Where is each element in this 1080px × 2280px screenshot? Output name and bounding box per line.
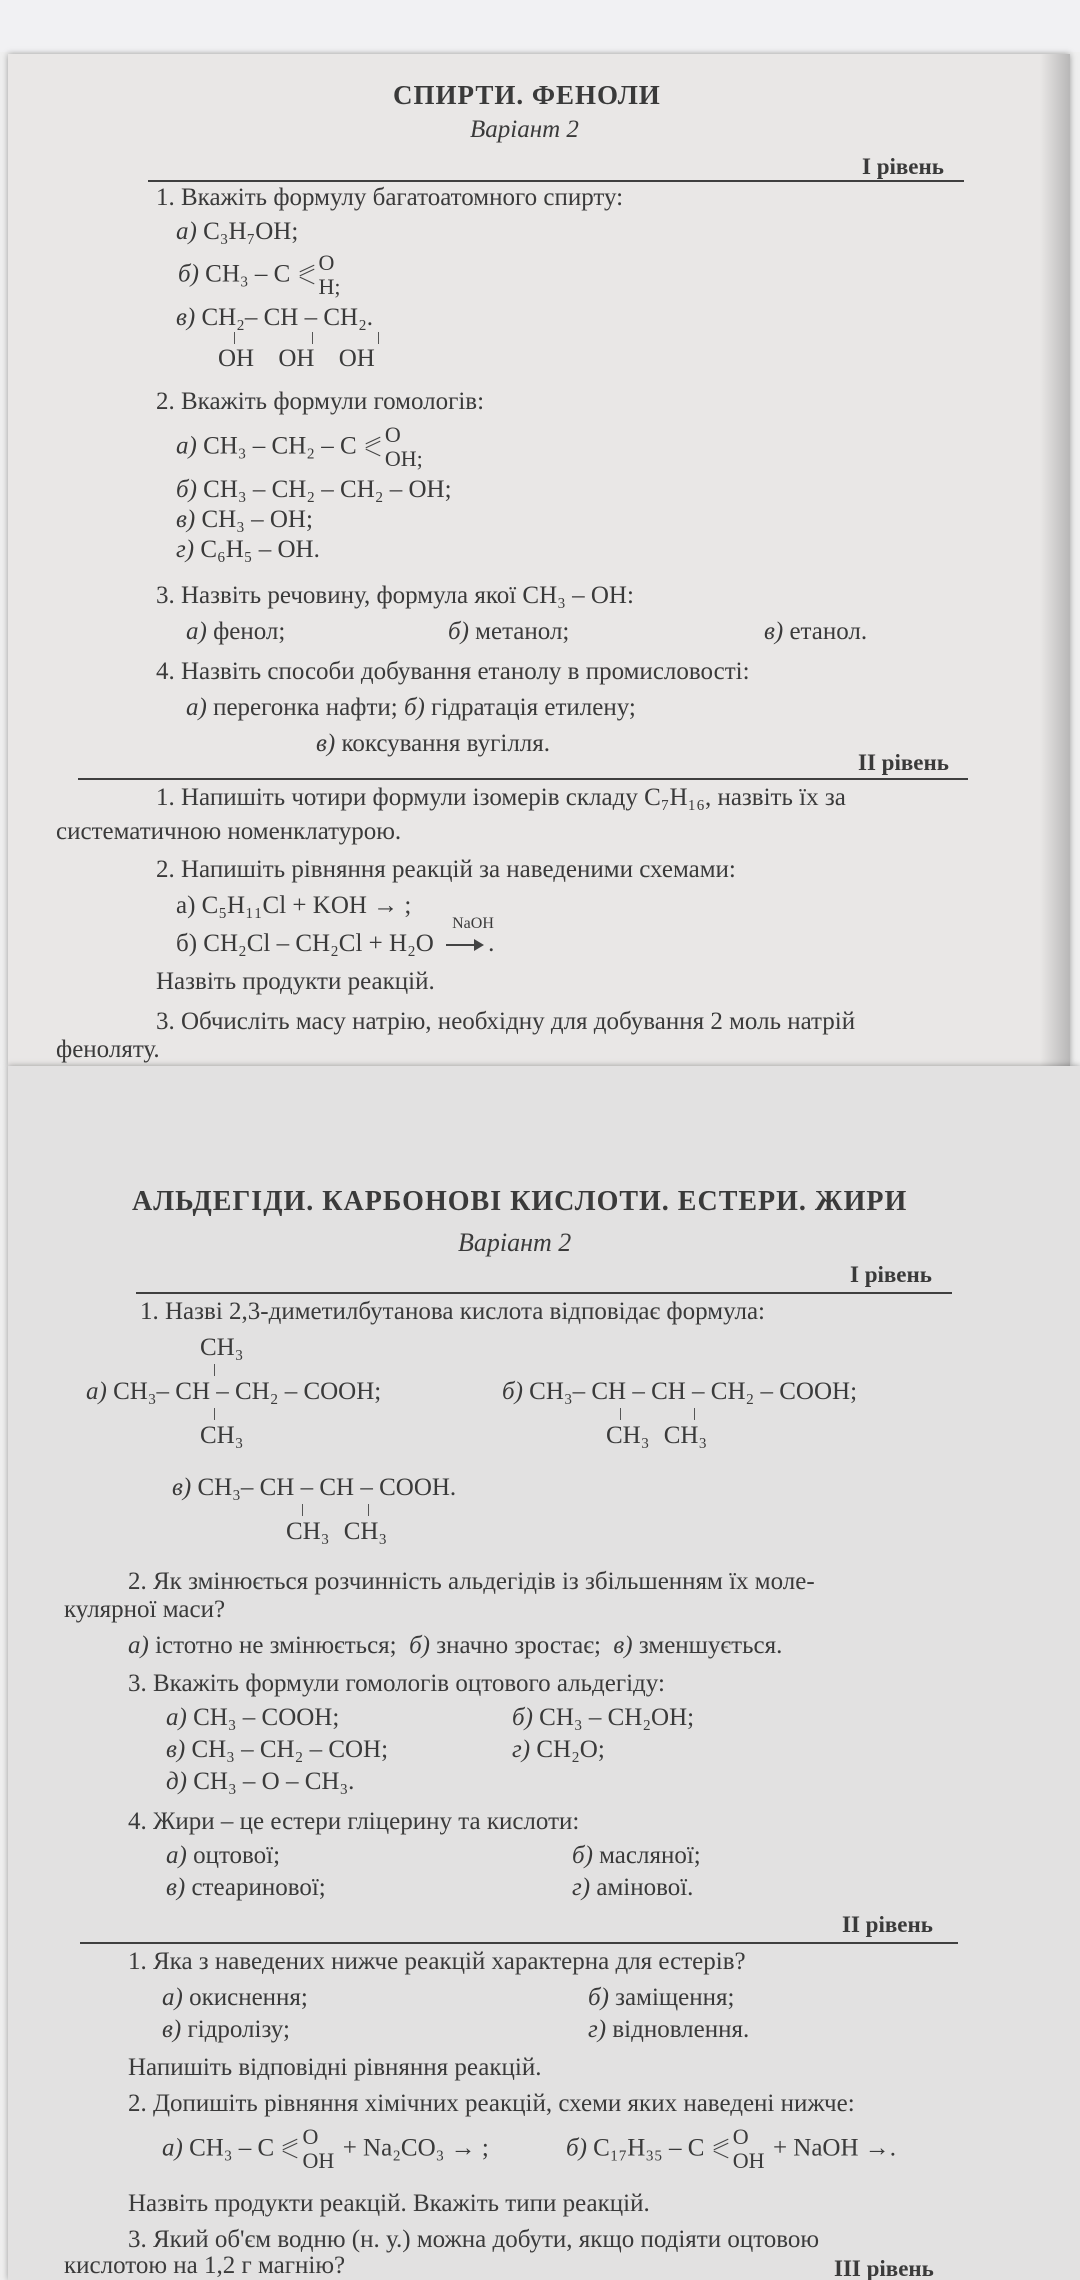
option-label: б)	[572, 1842, 593, 1869]
l2-answer-1c	[162, 2016, 290, 2045]
reaction-rest: + Na₂CO₃ → ;	[342, 2134, 489, 2162]
level-2-heading: ІІ рівень	[842, 1912, 933, 1937]
l2-question-1: 1. Яка з наведених нижче реакцій характерна для естерів?	[128, 1948, 746, 1975]
option-label: б)	[502, 1378, 523, 1405]
option-label: в)	[166, 1874, 186, 1901]
answer-1b	[178, 250, 353, 299]
formula-chain: CH₃– CH – CH – COOH.	[197, 1474, 457, 1501]
hydroxyl-groups: OH OH OH	[218, 345, 375, 372]
option-text: істотно не змінюється;	[155, 1632, 397, 1659]
answer-1c	[172, 1474, 456, 1503]
option-label: в)	[176, 304, 196, 331]
single-bond	[713, 2151, 728, 2159]
formula: CH₃ – C	[189, 2134, 275, 2162]
l2-question-1-line1: 1. Напишіть чотири формули ізомерів складу C₇H₁₆, назвіть їх за	[156, 784, 846, 811]
level-2-rule	[78, 778, 968, 780]
option-label: а)	[186, 694, 207, 721]
bond-line	[302, 1504, 303, 1516]
hydroxyl: OH;	[384, 446, 423, 471]
page-shadow-edge	[1040, 54, 1070, 1066]
option-text: амінової.	[596, 1874, 694, 1901]
bond-line	[214, 1408, 215, 1420]
answer-3b	[448, 618, 569, 647]
bond-line	[214, 1364, 215, 1376]
option-text: масляної;	[599, 1842, 701, 1869]
option-label: б)	[588, 1984, 609, 2011]
option-text: заміщення;	[615, 1984, 735, 2011]
oxygen-atom: O	[302, 2124, 319, 2149]
single-bond	[365, 449, 380, 457]
formula: CH₃ – CH₂ – C	[203, 432, 357, 460]
option-label: а)	[176, 432, 197, 460]
level-1-rule	[136, 1292, 952, 1294]
answer-1a	[86, 1378, 381, 1407]
l2-name-products: Назвіть продукти реакцій.	[156, 968, 435, 995]
answer-3d	[512, 1736, 605, 1765]
option-label: б)	[403, 694, 425, 721]
option-label: г)	[572, 1874, 591, 1901]
l2-answer-1a	[162, 1984, 308, 2013]
catalyst-label: NaOH	[452, 915, 494, 932]
l2-question-3-line1: 3. Обчисліть масу натрію, необхідну для добування 2 моль натрій	[156, 1008, 856, 1035]
answer-4b	[572, 1842, 701, 1871]
level-2-rule	[80, 1942, 958, 1944]
option-text: стеаринової;	[191, 1874, 326, 1901]
page-title: СПИРТИ. ФЕНОЛИ	[393, 80, 661, 110]
question-2: 2. Вкажіть формули гомологів:	[156, 388, 485, 415]
formula: C₁₇H₃₅ – C	[593, 2134, 705, 2162]
question-2-line2: кулярної маси?	[64, 1596, 226, 1623]
answer-4c	[316, 730, 550, 759]
formula: C₆H₅ – OH.	[200, 536, 320, 563]
option-label: а)	[162, 1984, 183, 2011]
option-text: метанол;	[475, 618, 570, 645]
formula: CH₃ – CH₂ – COH;	[191, 1736, 389, 1763]
option-label: д)	[166, 1768, 187, 1795]
level-3-heading: ІІІ рівень	[834, 2256, 934, 2280]
l2-write-equations: Напишіть відповідні рівняння реакцій.	[128, 2054, 542, 2081]
l2-question-1-line2: систематичною номенклатурою.	[56, 818, 402, 845]
arrow-icon	[446, 944, 482, 946]
option-label: г)	[176, 536, 195, 563]
l2-question-3-line2: кислотою на 1,2 г магнію?	[64, 2252, 346, 2279]
level-1-heading: І рівень	[850, 1262, 932, 1287]
option-label: а)	[162, 2134, 183, 2162]
single-bond	[283, 2151, 298, 2159]
worksheet-alcohols-phenols	[8, 54, 1070, 1066]
option-text: коксування вугілля.	[341, 730, 551, 757]
option-text: гідратація етилену;	[431, 694, 636, 721]
bond-line	[368, 1504, 369, 1516]
level-1-rule	[148, 180, 964, 182]
option-label: в)	[162, 2016, 182, 2043]
single-bond	[299, 277, 314, 285]
l2-question-3-line1: 3. Який об'єм водню (н. у.) можна добути, якщо подіяти оцтовою	[128, 2226, 820, 2253]
answer-4c	[166, 1874, 326, 1903]
answer-1a	[176, 218, 298, 247]
option-label: в)	[316, 730, 336, 757]
option-label: б)	[176, 476, 197, 503]
aldehyde-group	[297, 250, 353, 299]
option-text: значно зростає;	[436, 1632, 601, 1659]
answer-3e	[166, 1768, 354, 1797]
formula-chain: CH₃– CH – CH₂ – COOH;	[113, 1378, 382, 1405]
answer-4a	[166, 1842, 280, 1871]
methyl-bottom-pair: CH₃ CH₃	[606, 1422, 708, 1449]
answer-3c	[166, 1736, 388, 1765]
methyl-top: CH₃	[200, 1334, 244, 1361]
question-1: 1. Назві 2,3-диметилбутанова кислота відповідає формула:	[140, 1298, 765, 1325]
reaction-arrow	[440, 915, 494, 959]
answer-1b	[502, 1378, 857, 1407]
bond-line	[620, 1408, 621, 1420]
answer-4d	[572, 1874, 693, 1903]
answer-3c	[764, 618, 867, 647]
option-label: г)	[512, 1736, 531, 1763]
option-label: а)	[86, 1378, 107, 1405]
formula: CH₂O;	[536, 1736, 605, 1763]
option-label: а)	[166, 1704, 187, 1731]
answer-3b	[512, 1704, 694, 1733]
l2-name-products: Назвіть продукти реакцій. Вкажіть типи реакцій.	[128, 2190, 650, 2217]
question-3: 3. Назвіть речовину, формула якої CH₃ – OH:	[156, 582, 634, 609]
l2-question-3-line2: феноляту.	[56, 1036, 160, 1063]
option-label: а)	[186, 618, 207, 645]
formula: C₃H₇OH;	[203, 218, 299, 245]
l2-answer-1d	[588, 2016, 749, 2045]
option-label: б)	[448, 618, 469, 645]
l2-question-2: 2. Напишіть рівняння реакцій за наведеними схемами:	[156, 856, 736, 883]
level-2-heading: ІІ рівень	[858, 750, 949, 775]
worksheet-aldehydes-acids	[8, 1066, 1080, 2280]
answer-2-options	[128, 1632, 782, 1661]
formula: CH₃ – C	[205, 260, 291, 288]
answer-1c	[176, 304, 373, 333]
option-label: б)	[409, 1632, 431, 1659]
option-label: в)	[764, 618, 784, 645]
answer-2a	[176, 422, 423, 471]
option-text: перегонка нафти;	[213, 694, 398, 721]
variant-label: Варіант 2	[470, 116, 579, 143]
option-text: оцтової;	[193, 1842, 281, 1869]
formula: CH₃ – O – CH₃.	[193, 1768, 355, 1795]
question-1: 1. Вкажіть формулу багатоатомного спирту:	[156, 184, 624, 211]
answer-2c	[176, 506, 313, 535]
hydroxyl: OH	[302, 2148, 335, 2173]
carboxyl-group	[280, 2124, 336, 2173]
oxygen-atom: O	[318, 250, 335, 275]
hydrogen-atom: H;	[318, 274, 341, 299]
oxygen-atom: O	[384, 422, 401, 447]
option-text: зменшується.	[638, 1632, 783, 1659]
reaction-left: б) CH₂Cl – CH₂Cl + H₂O	[176, 930, 434, 957]
formula-chain: CH₃– CH – CH – CH₂ – COOH;	[529, 1378, 858, 1405]
answer-3a	[186, 618, 285, 647]
formula: CH₃ – COOH;	[193, 1704, 340, 1731]
l2-reaction-a	[162, 2124, 489, 2173]
option-label: г)	[588, 2016, 607, 2043]
answer-3a	[166, 1704, 339, 1733]
hydroxyl: OH	[732, 2148, 765, 2173]
top-bar	[0, 0, 1080, 52]
option-label: а)	[176, 218, 197, 245]
formula-chain: CH₂– CH – CH₂.	[201, 304, 374, 331]
option-label: в)	[176, 506, 196, 533]
option-label: в)	[172, 1474, 192, 1501]
level-1-heading: І рівень	[862, 154, 944, 179]
option-text: гідролізу;	[187, 2016, 290, 2043]
formula: CH₃ – CH₂OH;	[539, 1704, 695, 1731]
formula: CH₃ – CH₂ – CH₂ – OH;	[203, 476, 452, 503]
option-label: б)	[512, 1704, 533, 1731]
answer-2b	[176, 476, 452, 505]
bond-line	[234, 332, 235, 344]
question-3: 3. Вкажіть формули гомологів оцтового альдегіду:	[128, 1670, 665, 1697]
option-text: окиснення;	[189, 1984, 308, 2011]
page-title: АЛЬДЕГІДИ. КАРБОНОВІ КИСЛОТИ. ЕСТЕРИ. ЖИРИ	[132, 1186, 908, 1217]
option-label: б)	[178, 260, 199, 288]
question-2-line1: 2. Як змінюється розчинність альдегідів із збільшенням їх моле-	[128, 1568, 815, 1595]
question-4: 4. Назвіть способи добування етанолу в промисловості:	[156, 658, 750, 685]
carboxyl-group	[363, 422, 423, 471]
oxygen-atom: O	[732, 2124, 749, 2149]
formula: CH₃ – OH;	[201, 506, 313, 533]
option-label: б)	[566, 2134, 587, 2162]
answer-4a-4b	[186, 694, 636, 723]
methyl-bottom: CH₃	[200, 1422, 244, 1449]
option-label: а)	[128, 1632, 149, 1659]
variant-label: Варіант 2	[458, 1228, 572, 1257]
answer-2d	[176, 536, 320, 565]
question-4: 4. Жири – це естери гліцерину та кислоти:	[128, 1808, 580, 1835]
option-label: в)	[613, 1632, 633, 1659]
option-label: а)	[166, 1842, 187, 1869]
l2-reaction-a: а) C₅H₁₁Cl + KOH → ;	[176, 892, 412, 919]
l2-reaction-b	[566, 2124, 897, 2173]
reaction-right: .	[488, 930, 495, 957]
bond-line	[694, 1408, 695, 1420]
bond-line	[378, 332, 379, 344]
option-text: етанол.	[789, 618, 868, 645]
option-label: в)	[166, 1736, 186, 1763]
bond-line	[312, 332, 313, 344]
carboxyl-group	[711, 2124, 767, 2173]
l2-reaction-b	[176, 915, 495, 959]
reaction-rest: + NaOH →.	[772, 2134, 897, 2162]
l2-question-2: 2. Допишіть рівняння хімічних реакцій, схеми яких наведені нижче:	[128, 2090, 855, 2117]
option-text: відновлення.	[612, 2016, 750, 2043]
methyl-bottom-pair: CH₃ CH₃	[286, 1518, 388, 1545]
option-text: фенол;	[213, 618, 286, 645]
l2-answer-1b	[588, 1984, 734, 2013]
